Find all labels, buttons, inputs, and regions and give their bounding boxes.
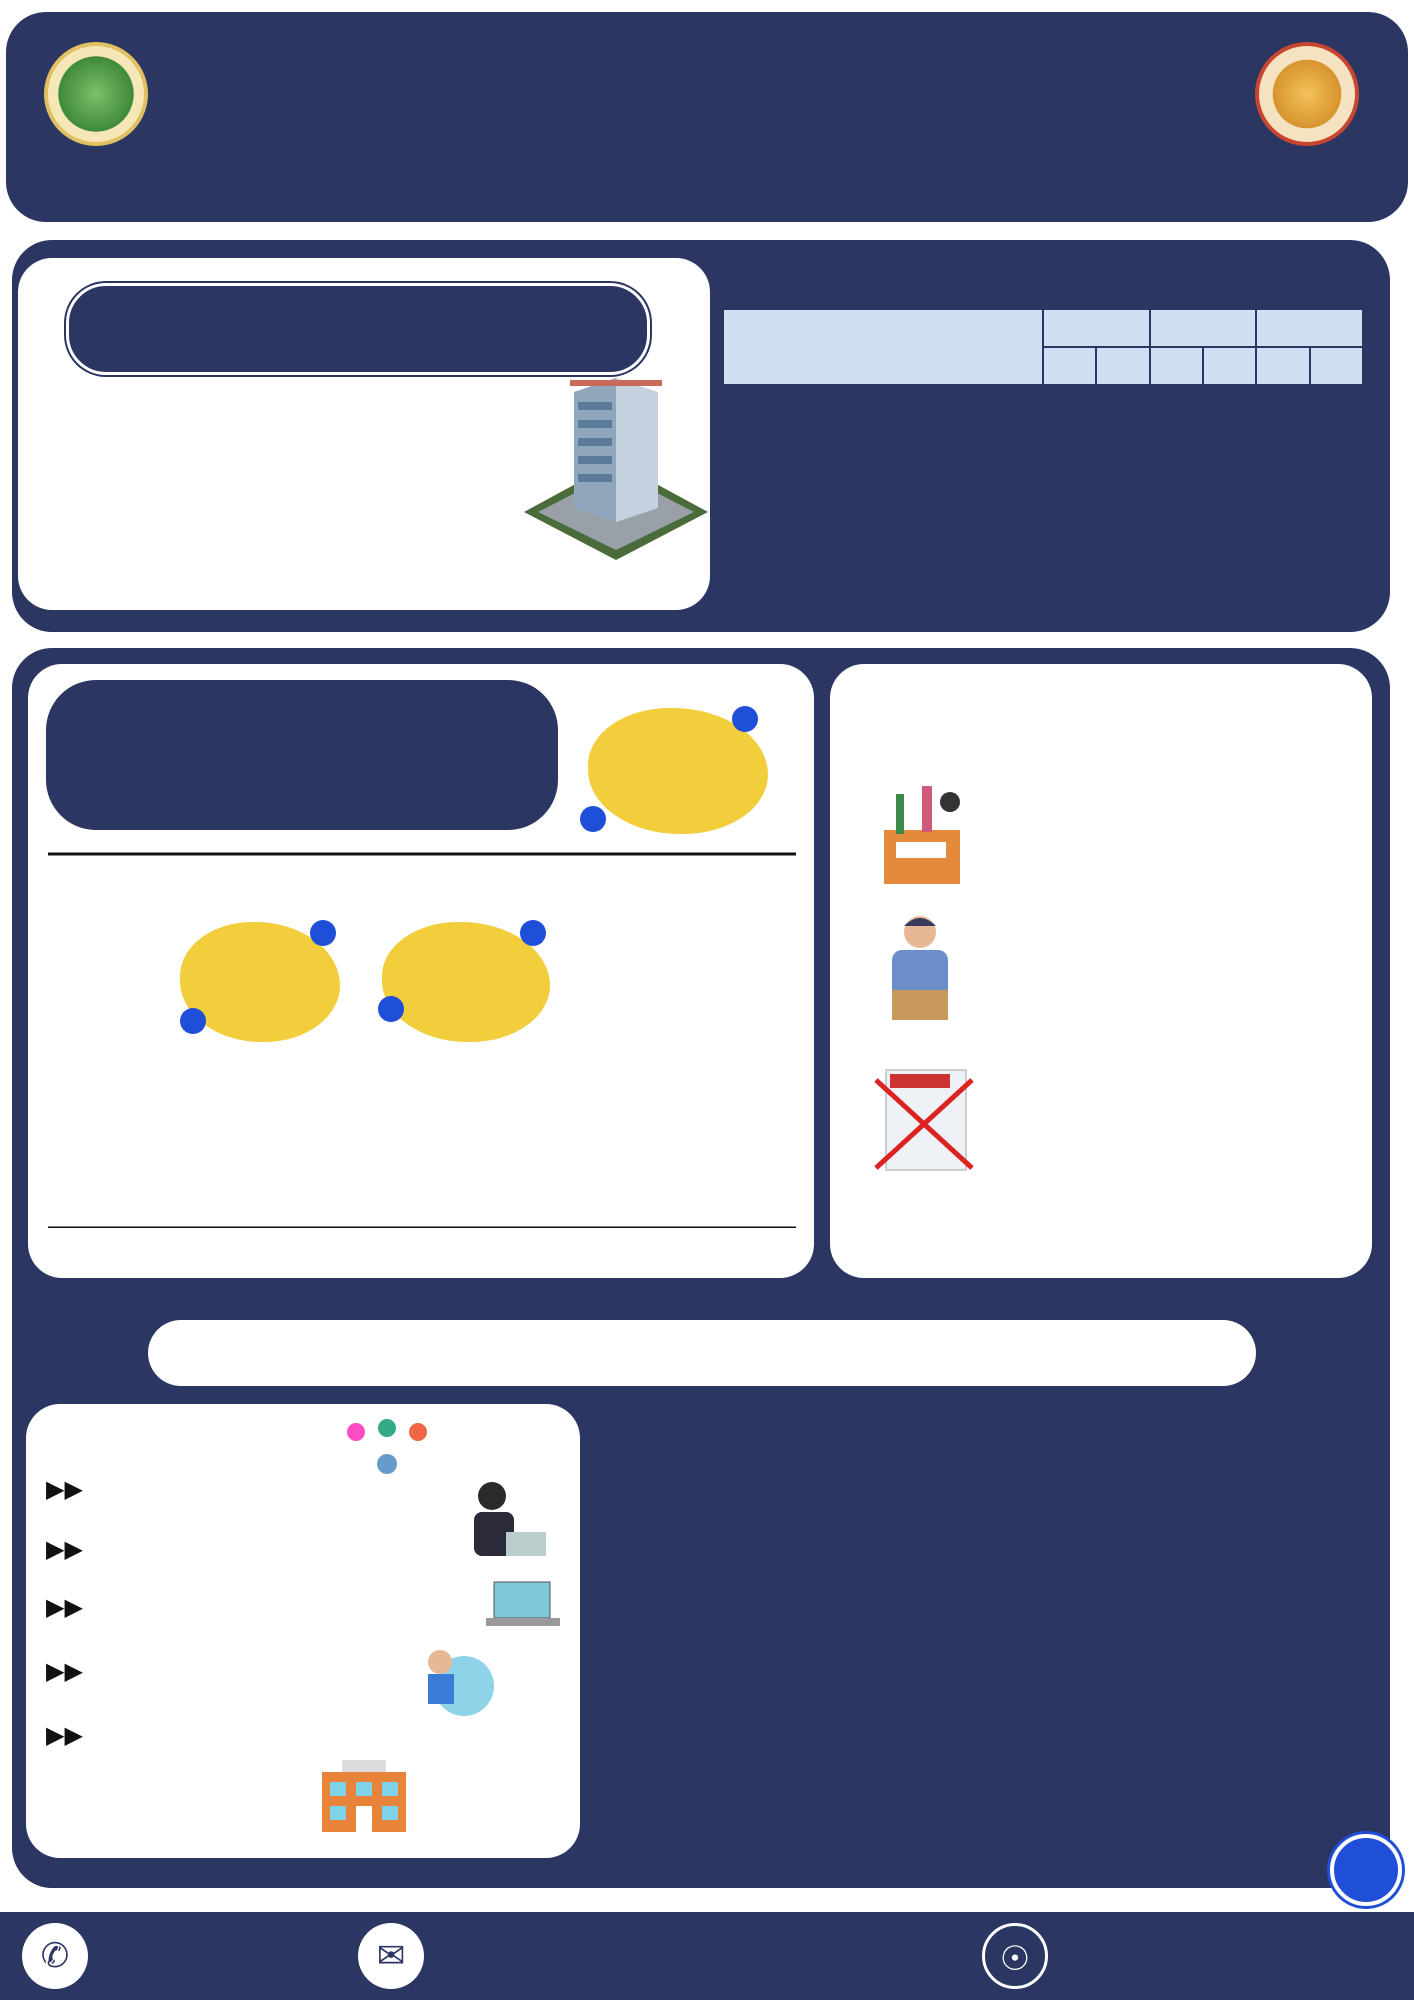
fired-box-icon <box>866 780 976 890</box>
arrow-icon: ▶▶ <box>46 1657 83 1685</box>
channel-eself <box>46 1592 82 1622</box>
globe-icon: ☉ <box>982 1923 1048 1989</box>
sub-header <box>1150 347 1203 385</box>
channel-internet <box>46 1656 82 1686</box>
fired-row <box>1018 818 1029 856</box>
page-number <box>1330 1834 1402 1906</box>
agent-network-icon <box>342 1418 432 1478</box>
col-month <box>1256 309 1363 347</box>
phone-icon: ✆ <box>22 1923 88 1989</box>
mail-icon: ✉ <box>358 1923 424 1989</box>
blob-dot <box>732 706 758 732</box>
sub-header <box>1203 347 1256 385</box>
sub-header <box>1256 347 1309 385</box>
layoff-pill-title <box>66 283 650 375</box>
arrow-icon: ▶▶ <box>46 1475 83 1503</box>
sub-header <box>1043 347 1096 385</box>
counter-staff-icon <box>460 1476 550 1562</box>
building-icon <box>518 372 714 562</box>
arrow-icon: ▶▶ <box>46 1535 83 1563</box>
blob-dot <box>520 920 546 946</box>
blob-dot <box>580 806 606 832</box>
col-month <box>1150 309 1257 347</box>
layoff-table <box>722 308 1364 386</box>
blob-dot <box>180 1008 206 1034</box>
resign-person-icon <box>872 910 968 1028</box>
col-month <box>1043 309 1150 347</box>
ministry-seal-icon <box>44 42 148 146</box>
laptop-icon <box>484 1576 564 1632</box>
channel-office <box>46 1720 82 1750</box>
insured-pill <box>46 680 558 830</box>
col-topic <box>723 309 1043 385</box>
footer <box>0 1912 1414 2000</box>
sub-header <box>1096 347 1149 385</box>
arrow-icon: ▶▶ <box>46 1593 83 1621</box>
channel-agent <box>46 1474 82 1504</box>
internet-user-icon <box>410 1634 500 1724</box>
blob-dot <box>310 920 336 946</box>
office-building-icon <box>316 1752 412 1836</box>
blob-dot <box>378 996 404 1022</box>
m40-banner <box>148 1320 1256 1386</box>
header-banner <box>6 12 1408 222</box>
province-seal-icon <box>1255 42 1359 146</box>
sub-header <box>1310 347 1363 385</box>
contract-cancel-icon <box>866 1060 982 1176</box>
arrow-icon: ▶▶ <box>46 1721 83 1749</box>
insured-bar-chart <box>48 848 796 1228</box>
channel-counter <box>46 1534 82 1564</box>
